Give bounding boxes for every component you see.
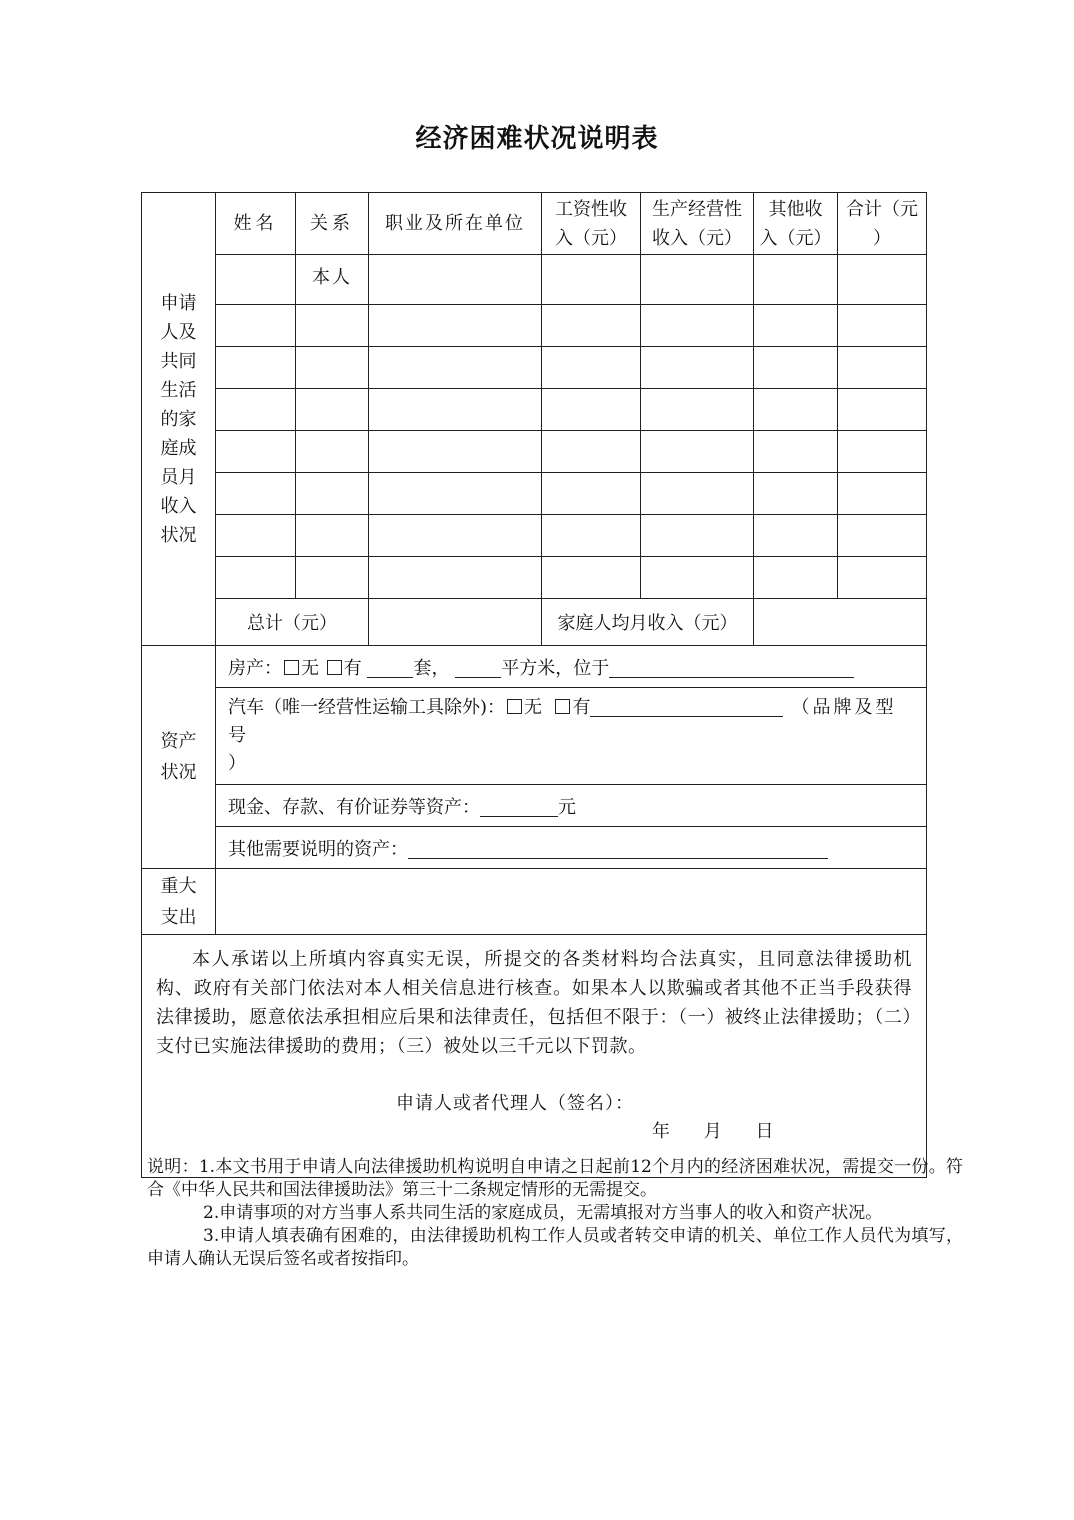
cell-other[interactable] bbox=[754, 347, 838, 389]
pledge-text: 本人承诺以上所填内容真实无误，所提交的各类材料均合法真实，且同意法律援助机构、政府有关部门依法对本人相关信息进行核查。如果本人以欺骗或者其他不正当手段获得法律援助，愿意依法承担相应后果和法律责任，包括但不限于：（一）被终止法律援助；（二）支付已实施法律援助的费用；（三）被处以三千元以下罚款。 bbox=[156, 949, 912, 1057]
cell-wage[interactable] bbox=[542, 305, 641, 347]
totals-row bbox=[142, 599, 927, 646]
cell-total[interactable] bbox=[838, 389, 927, 431]
cell-total[interactable] bbox=[838, 255, 927, 305]
cell-business[interactable] bbox=[641, 473, 754, 515]
signature-label: 申请人或者代理人（签名）： bbox=[396, 1093, 634, 1114]
cell-business[interactable] bbox=[641, 255, 754, 305]
other-assets-field[interactable] bbox=[408, 838, 828, 859]
asset-housing-row bbox=[142, 646, 927, 688]
cell-other[interactable] bbox=[754, 515, 838, 557]
housing-have-checkbox[interactable] bbox=[327, 660, 342, 675]
cash-line: 现金、存款、有价证券等资产： 元 bbox=[216, 785, 927, 827]
header-relation: 关系 bbox=[296, 193, 369, 255]
income-section-label: 申请 人及 共同 生活 的家 庭成 员月 收入 状况 bbox=[142, 193, 216, 646]
table-row bbox=[142, 389, 927, 431]
major-expense-label: 重大 支出 bbox=[142, 869, 216, 935]
cell-total[interactable] bbox=[838, 347, 927, 389]
header-occupation: 职业及所在单位 bbox=[369, 193, 542, 255]
cell-other[interactable] bbox=[754, 255, 838, 305]
header-total: 合计（元 ） bbox=[838, 193, 927, 255]
cell-relation[interactable] bbox=[296, 557, 369, 599]
car-have-checkbox[interactable] bbox=[555, 699, 570, 714]
cell-occupation[interactable] bbox=[369, 515, 542, 557]
cell-name[interactable] bbox=[216, 305, 296, 347]
cell-total[interactable] bbox=[838, 473, 927, 515]
header-other-income: 其他收 入（元） bbox=[754, 193, 838, 255]
cell-name[interactable] bbox=[216, 557, 296, 599]
cell-total[interactable] bbox=[838, 515, 927, 557]
cell-other[interactable] bbox=[754, 557, 838, 599]
cell-name[interactable] bbox=[216, 515, 296, 557]
economic-status-form bbox=[141, 192, 927, 1178]
cell-occupation[interactable] bbox=[369, 473, 542, 515]
cell-occupation[interactable] bbox=[369, 431, 542, 473]
income-header-row bbox=[142, 193, 927, 255]
cell-wage[interactable] bbox=[542, 557, 641, 599]
car-model-field[interactable] bbox=[590, 696, 783, 717]
notes-section bbox=[147, 1156, 963, 1271]
cell-name[interactable] bbox=[216, 431, 296, 473]
other-assets-line: 其他需要说明的资产： bbox=[216, 827, 927, 869]
pledge-row bbox=[142, 935, 927, 1178]
cell-other[interactable] bbox=[754, 473, 838, 515]
cell-occupation[interactable] bbox=[369, 557, 542, 599]
cell-total[interactable] bbox=[838, 305, 927, 347]
cell-occupation[interactable] bbox=[369, 389, 542, 431]
cell-total[interactable] bbox=[838, 557, 927, 599]
date-label: 年 月 日 bbox=[652, 1121, 774, 1142]
cell-wage[interactable] bbox=[542, 473, 641, 515]
page-title: 经济困难状况说明表 bbox=[415, 124, 659, 154]
total-value-cell[interactable] bbox=[369, 599, 542, 646]
cell-business[interactable] bbox=[641, 305, 754, 347]
cell-other[interactable] bbox=[754, 305, 838, 347]
asset-car-row bbox=[142, 688, 927, 785]
cell-occupation[interactable] bbox=[369, 305, 542, 347]
cell-relation-self: 本人 bbox=[296, 255, 369, 305]
cell-wage[interactable] bbox=[542, 515, 641, 557]
table-row bbox=[142, 515, 927, 557]
note-1: 说明：1.本文书用于申请人向法律援助机构说明自申请之日起前12个月内的经济困难状况，需提交一份。符合《中华人民共和国法律援助法》第三十二条规定情形的无需提交。 bbox=[147, 1157, 963, 1200]
major-expense-row bbox=[142, 869, 927, 935]
table-row bbox=[142, 347, 927, 389]
cell-other[interactable] bbox=[754, 431, 838, 473]
cell-business[interactable] bbox=[641, 389, 754, 431]
housing-none-checkbox[interactable] bbox=[284, 660, 299, 675]
cell-relation[interactable] bbox=[296, 515, 369, 557]
table-row bbox=[142, 557, 927, 599]
cell-name[interactable] bbox=[216, 473, 296, 515]
asset-cash-row bbox=[142, 785, 927, 827]
major-expense-field[interactable] bbox=[216, 869, 927, 935]
pledge-cell bbox=[142, 935, 927, 1178]
cell-total[interactable] bbox=[838, 431, 927, 473]
cell-relation[interactable] bbox=[296, 431, 369, 473]
cell-occupation[interactable] bbox=[369, 347, 542, 389]
cell-relation[interactable] bbox=[296, 347, 369, 389]
housing-line: 房产： 无 有 套， 平方米，位于 bbox=[216, 646, 927, 688]
total-label: 总计（元） bbox=[216, 599, 369, 646]
header-wage-income: 工资性收 入（元） bbox=[542, 193, 641, 255]
note-2: 2.申请事项的对方当事人系共同生活的家庭成员，无需填报对方当事人的收入和资产状况。 bbox=[203, 1203, 883, 1223]
table-row bbox=[142, 473, 927, 515]
cell-relation[interactable] bbox=[296, 389, 369, 431]
cell-relation[interactable] bbox=[296, 305, 369, 347]
cell-business[interactable] bbox=[641, 515, 754, 557]
note-3: 3.申请人填表确有困难的，由法律援助机构工作人员或者转交申请的机关、单位工作人员代为填写，申请人确认无误后签名或者按指印。 bbox=[147, 1226, 963, 1269]
cell-business[interactable] bbox=[641, 347, 754, 389]
cell-wage[interactable] bbox=[542, 431, 641, 473]
car-none-checkbox[interactable] bbox=[507, 699, 522, 714]
asset-other-row bbox=[142, 827, 927, 869]
header-name: 姓名 bbox=[216, 193, 296, 255]
cell-relation[interactable] bbox=[296, 473, 369, 515]
cash-amount-field[interactable] bbox=[480, 796, 558, 817]
table-row bbox=[142, 255, 927, 305]
cell-business[interactable] bbox=[641, 557, 754, 599]
cell-business[interactable] bbox=[641, 431, 754, 473]
table-row bbox=[142, 305, 927, 347]
cell-name[interactable] bbox=[216, 389, 296, 431]
table-row bbox=[142, 431, 927, 473]
assets-section-label: 资产 状况 bbox=[142, 646, 216, 869]
housing-location-field[interactable] bbox=[609, 657, 854, 678]
cell-other[interactable] bbox=[754, 389, 838, 431]
car-line: 汽车（唯一经营性运输工具除外)： 无 有 （品牌及型号 ） bbox=[216, 688, 927, 785]
cell-occupation[interactable] bbox=[369, 255, 542, 305]
per-capita-label: 家庭人均月收入（元） bbox=[542, 599, 754, 646]
per-capita-value-cell[interactable] bbox=[754, 599, 927, 646]
cell-wage[interactable] bbox=[542, 347, 641, 389]
cell-wage[interactable] bbox=[542, 255, 641, 305]
cell-name[interactable] bbox=[216, 347, 296, 389]
cell-name[interactable] bbox=[216, 255, 296, 305]
housing-area-field[interactable] bbox=[455, 657, 501, 678]
cell-wage[interactable] bbox=[542, 389, 641, 431]
housing-count-field[interactable] bbox=[367, 657, 413, 678]
header-business-income: 生产经营性 收入（元） bbox=[641, 193, 754, 255]
